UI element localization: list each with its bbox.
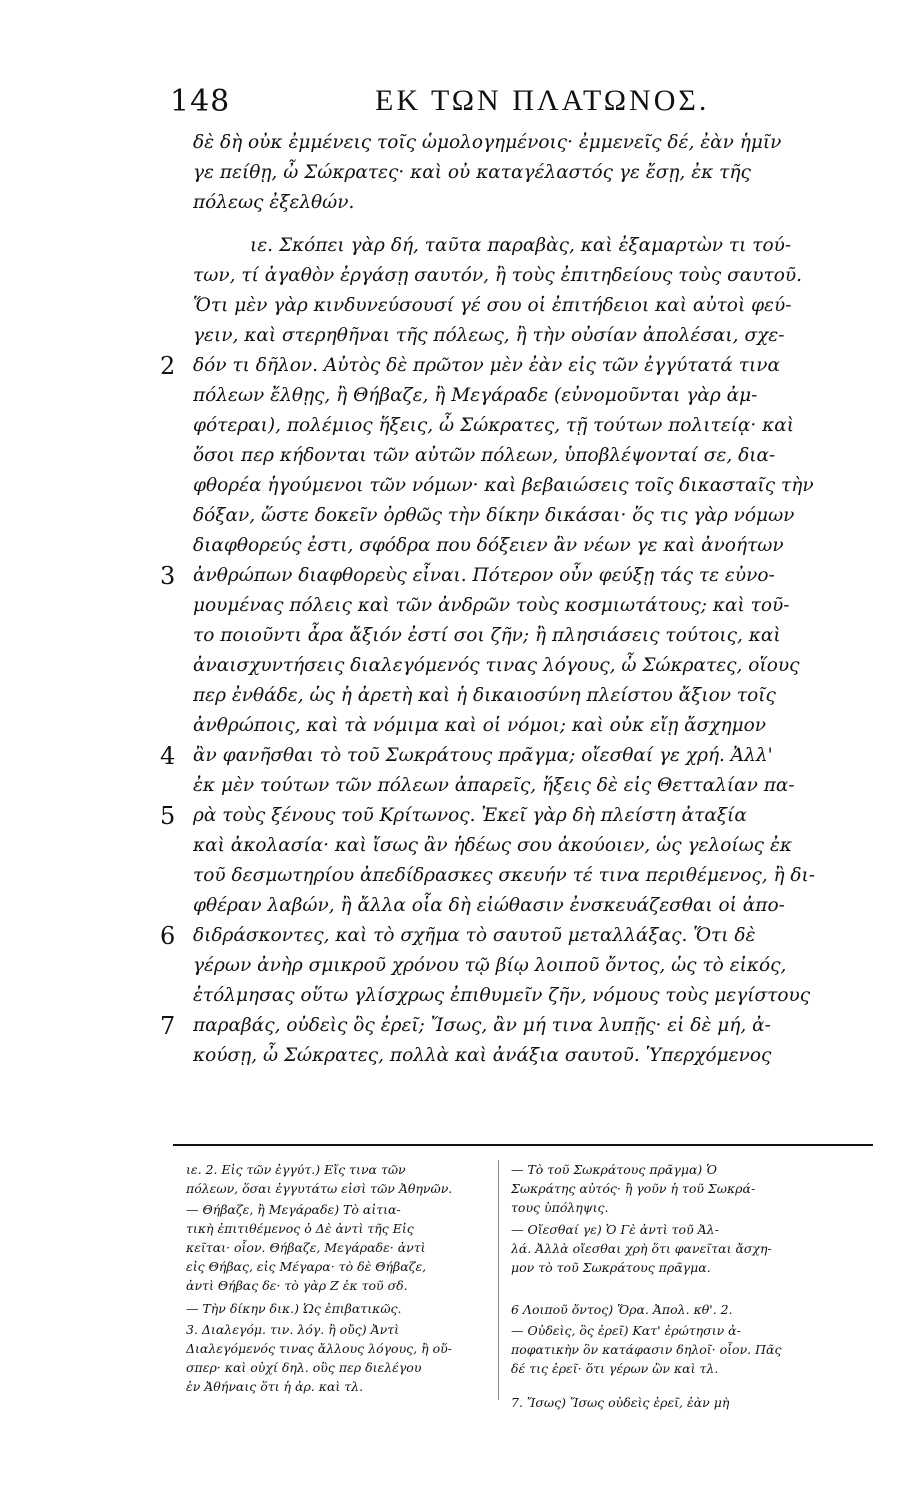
text-line: περ ἐνθάδε, ὡς ἡ ἀρετὴ καὶ ἡ δικαιοσύνη πλείστου ἄξιον τοῖς	[193, 685, 776, 706]
footnote-line: — Οἴεσθαί γε) Ὁ Γὲ ἀντὶ τοῦ Ἀλ-	[511, 1222, 719, 1237]
footnote-line: σπερ· καὶ οὐχί δηλ. οὓς περ διελέγου	[186, 1360, 422, 1375]
page-header	[170, 84, 870, 124]
text-line: παραβάς, οὐδεὶς ὃς ἐρεῖ; Ἴσως, ἂν μή τινα λυπῇς· εἰ δὲ μή, ἀ-	[193, 1015, 771, 1036]
footnote-line: — Τὸ τοῦ Σωκράτους πρᾶγμα) Ὁ	[511, 1162, 717, 1177]
section-number: 4	[160, 742, 176, 770]
text-line: φθέραν λαβών, ἢ ἄλλα οἷα δὴ εἰώθασιν ἐνσκευάζεσθαι οἱ ἀπο-	[193, 895, 785, 916]
text-line: το ποιοῦντι ἆρα ἄξιόν ἐστί σοι ζῆν; ἢ πλησιάσεις τούτοις, καὶ	[193, 625, 781, 646]
section-number: 7	[160, 1012, 176, 1040]
section-number: 2	[160, 352, 176, 380]
text-line: Ὅτι μὲν γὰρ κινδυνεύσουσί γέ σου οἱ ἐπιτήδειοι καὶ αὐτοὶ φεύ-	[193, 295, 792, 316]
footnote-line: τους ὑπόληψις.	[511, 1200, 609, 1215]
footnote-line: 6 Λοιποῦ ὄντος) Ὅρα. Ἀπολ. κθ'. 2.	[511, 1302, 733, 1317]
footnote-line: πόλεων, ὅσαι ἐγγυτάτω εἰσὶ τῶν Ἀθηνῶν.	[186, 1181, 453, 1196]
text-line: καὶ ἀκολασία· καὶ ἴσως ἂν ἡδέως σου ἀκούοιεν, ὡς γελοίως ἐκ	[193, 835, 792, 856]
footnote-line: ἀντὶ Θήβας δε· τὸ γὰρ Ζ ἐκ τοῦ σδ.	[186, 1278, 408, 1293]
text-line: φθορέα ἡγούμενοι τῶν νόμων· καὶ βεβαιώσεις τοῖς δικασταῖς τὴν	[193, 475, 814, 496]
text-line: διδράσκοντες, καὶ τὸ σχῆμα τὸ σαυτοῦ μεταλλάξας. Ὅτι δὲ	[193, 925, 756, 946]
footnote-line: — Οὐδεὶς, ὃς ἐρεῖ) Κατ' ἐρώτησιν ἀ-	[511, 1323, 741, 1338]
text-line: φότεραι), πολέμιος ἥξεις, ὦ Σώκρατες, τῇ τούτων πολιτείᾳ· καὶ	[193, 415, 795, 436]
footnote-column-divider	[498, 1160, 499, 1400]
section-number: 6	[160, 922, 176, 950]
text-line: ἂν φανῆσθαι τὸ τοῦ Σωκράτους πρᾶγμα; οἴεσθαί γε χρή. Ἀλλ'	[193, 745, 773, 766]
footnote-line: τικὴ ἐπιτιθέμενος ὁ Δὲ ἀντὶ τῆς Εἰς	[186, 1221, 414, 1236]
text-line: των, τί ἀγαθὸν ἐργάσῃ σαυτόν, ἢ τοὺς ἐπιτηδείους τοὺς σαυτοῦ.	[193, 265, 802, 286]
text-line: γε πείθῃ, ὦ Σώκρατες· καὶ οὐ καταγέλαστός γε ἔσῃ, ἐκ τῆς	[193, 162, 751, 183]
text-line: τοῦ δεσμωτηρίου ἀπεδίδρασκες σκευήν τέ τινα περιθέμενος, ἢ δι-	[193, 865, 816, 886]
footnote-line: δέ τις ἐρεῖ· ὅτι γέρων ὢν καὶ τλ.	[511, 1361, 719, 1376]
footnote-line: ποφατικὴν ὃν κατάφασιν δηλοῖ· οἷον. Πᾶς	[511, 1342, 782, 1357]
running-title: ΕΚ ΤΩΝ ΠΛΑΤΩΝΟΣ.	[375, 84, 710, 117]
section-number: 5	[160, 802, 176, 830]
text-line: ἐκ μὲν τούτων τῶν πόλεων ἀπαρεῖς, ἥξεις δὲ εἰς Θετταλίαν πα-	[193, 775, 795, 796]
footnote-line: ἐν Ἀθήναις ὅτι ἡ ἀρ. καὶ τλ.	[186, 1379, 364, 1394]
footnote-line: λά. Ἀλλὰ οἴεσθαι χρὴ ὅτι φανεῖται ἄσχη-	[511, 1241, 772, 1256]
text-line: ρὰ τοὺς ξένους τοῦ Κρίτωνος. Ἐκεῖ γὰρ δὴ πλείστη ἀταξία	[193, 805, 747, 826]
footnote-line: 7. Ἴσως) Ἴσως οὐδεὶς ἐρεῖ, ἐὰν μὴ	[511, 1395, 730, 1410]
footnote-line: 3. Διαλεγόμ. τιν. λόγ. ἢ οὔς) Ἀντὶ	[186, 1322, 400, 1337]
text-line: ἀναισχυντήσεις διαλεγόμενός τινας λόγους, ὦ Σώκρατες, οἵους	[193, 655, 800, 676]
text-line: πόλεως ἐξελθών.	[193, 192, 355, 213]
text-line: δόν τι δῆλον. Αὐτὸς δὲ πρῶτον μὲν ἐὰν εἰς τῶν ἐγγύτατά τινα	[193, 355, 780, 376]
text-line: ιε. Σκόπει γὰρ δή, ταῦτα παραβὰς, καὶ ἐξαμαρτὼν τι τού-	[250, 235, 792, 256]
footnote-line: — Θήβαζε, ἢ Μεγάραδε) Τὸ αἰτια-	[186, 1202, 401, 1217]
footnote-line: κεῖται· οἷον. Θήβαζε, Μεγάραδε· ἀντὶ	[186, 1240, 426, 1255]
footnote-line: Διαλεγόμενός τινας ἄλλους λόγους, ἢ οὕ-	[186, 1341, 452, 1356]
footnote-line: Σωκράτης αὐτός· ἢ γοῦν ἡ τοῦ Σωκρά-	[511, 1181, 756, 1196]
footnote-line: ιε. 2. Εἰς τῶν ἐγγύτ.) Εἴς τινα τῶν	[186, 1162, 406, 1177]
text-line: δὲ δὴ οὐκ ἐμμένεις τοῖς ὡμολογημένοις· ἐμμενεῖς δέ, ἐὰν ἡμῖν	[193, 132, 782, 153]
text-line: κούσῃ, ὦ Σώκρατες, πολλὰ καὶ ἀνάξια σαυτοῦ. Ὑπερχόμενος	[193, 1045, 772, 1066]
text-line: μουμένας πόλεις καὶ τῶν ἀνδρῶν τοὺς κοσμιωτάτους; καὶ τοῦ-	[193, 595, 790, 616]
footnote-line: μον τὸ τοῦ Σωκράτους πρᾶγμα.	[511, 1260, 711, 1275]
text-line: διαφθορεύς ἐστι, σφόδρα που δόξειεν ἂν νέων γε καὶ ἀνοήτων	[193, 535, 784, 556]
text-line: γέρων ἀνὴρ σμικροῦ χρόνου τῷ βίῳ λοιποῦ ὄντος, ὡς τὸ εἰκός,	[193, 955, 787, 976]
text-line: πόλεων ἔλθῃς, ἢ Θήβαζε, ἢ Μεγάραδε (εὐνομοῦνται γὰρ ἀμ-	[193, 385, 758, 406]
text-line: γειν, καὶ στερηθῆναι τῆς πόλεως, ἢ τὴν οὐσίαν ἀπολέσαι, σχε-	[193, 325, 785, 346]
text-line: ἐτόλμησας οὕτω γλίσχρως ἐπιθυμεῖν ζῆν, νόμους τοὺς μεγίστους	[193, 985, 811, 1006]
text-line: ὅσοι περ κήδονται τῶν αὐτῶν πόλεων, ὑποβλέψονταί σε, δια-	[193, 445, 776, 466]
footnote-line: εἰς Θήβας, εἰς Μέγαρα· τὸ δὲ Θήβαζε,	[186, 1259, 427, 1274]
page-number: 148	[170, 84, 231, 119]
section-number: 3	[160, 562, 176, 590]
text-line: ἀνθρώποις, καὶ τὰ νόμιμα καὶ οἱ νόμοι; καὶ οὐκ εἴῃ ἄσχημον	[193, 715, 767, 736]
footnote-line: — Τὴν δίκην δικ.) Ὡς ἐπιβατικῶς.	[186, 1301, 402, 1316]
text-line: δόξαν, ὥστε δοκεῖν ὀρθῶς τὴν δίκην δικάσαι· ὅς τις γὰρ νόμων	[193, 505, 795, 526]
text-line: ἀνθρώπων διαφθορεὺς εἶναι. Πότερον οὖν φεύξῃ τάς τε εὐνο-	[193, 565, 775, 586]
footnote-divider	[173, 1144, 873, 1146]
